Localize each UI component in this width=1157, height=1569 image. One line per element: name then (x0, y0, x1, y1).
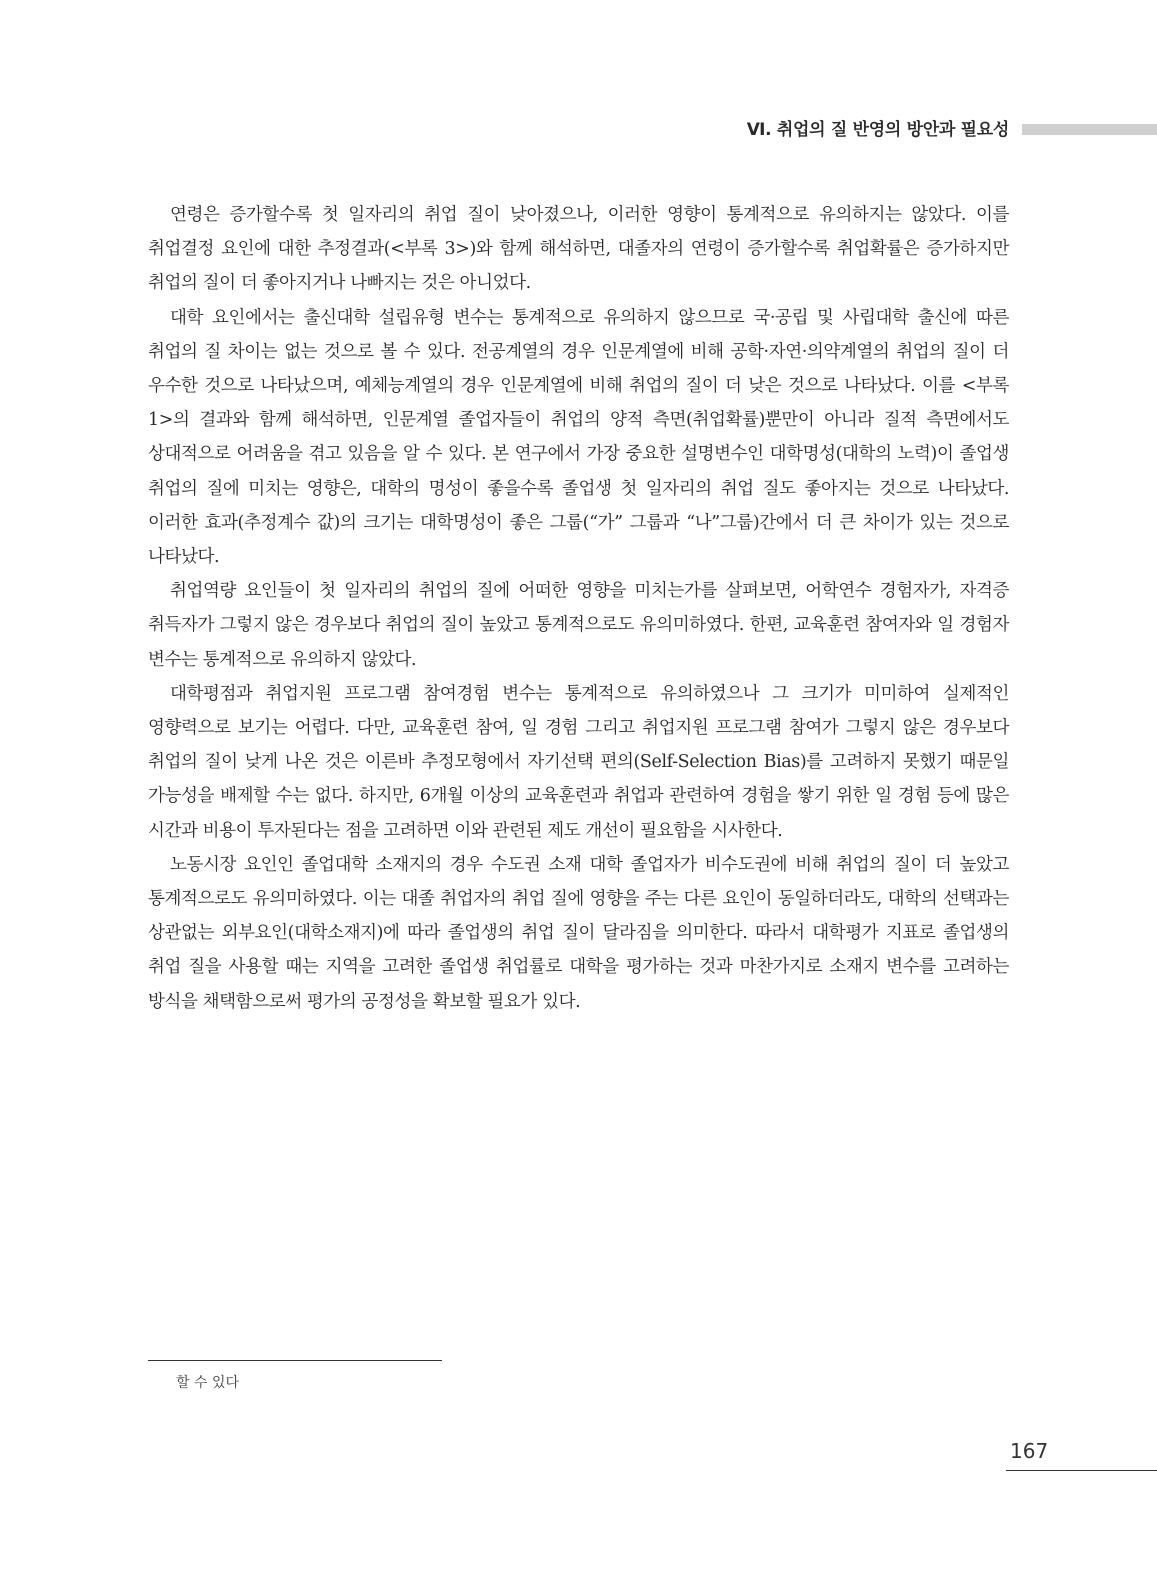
paragraph-age: 연령은 증가할수록 첫 일자리의 취업 질이 낮아졌으나, 이러한 영향이 통계적으로 유의하지는 않았다. 이를 취업결정 요인에 대한 추정결과(<부록 3>)와 함께 해석하면, 대졸자의 연령이 증가할수록 취업확률은 증가하지만 취업의 질이 더 좋아지거나 나빠지는 것은 아니었다. (148, 205, 1009, 294)
chapter-title: Ⅵ. 취업의 질 반영의 방안과 필요성 (746, 120, 1009, 140)
paragraph-university-factors: 대학 요인에서는 출신대학 설립유형 변수는 통계적으로 유의하지 않으므로 국·공립 및 사립대학 출신에 따른 취업의 질 차이는 없는 것으로 볼 수 있다. 전공계열의 경우 인문계열에 비해 공학·자연·의약계열의 취업의 질이 더 우수한 것으로 나타났으며, 예체능계열의 경우 인문계열에 비해 취업의 질이 더 낮은 것으로 나타났다. 이를 <부록 1>의 결과와 함께 해석하면, 인문계열 졸업자들이 취업의 양적 측면(취업확률)뿐만이 아니라 질적 측면에서도 상대적으로 어려움을 겪고 있음을 알 수 있다. 본 연구에서 가장 중요한 설명변수인 대학명성(대학의 노력)이 졸업생 취업의 질에 미치는 영향은, 대학의 명성이 좋을수록 졸업생 첫 일자리의 취업 질도 좋아지는 것으로 나타났다. 이러한 효과(추정계수 값)의 크기는 대학명성이 좋은 그룹(“가” 그룹과 “나”그룹)간에서 더 큰 차이가 있는 것으로 나타났다. (148, 307, 1009, 568)
paragraph-employability-factors: 취업역량 요인들이 첫 일자리의 취업의 질에 어떠한 영향을 미치는가를 살펴보면, 어학연수 경험자가, 자격증 취득자가 그렇지 않은 경우보다 취업의 질이 높았고 통계적으로도 유의미하였다. 한편, 교육훈련 참여자와 일 경험자 변수는 통계적으로 유의하지 않았다. (148, 581, 1009, 670)
page-number-rule (1006, 1470, 1157, 1471)
paragraph-gpa-programs: 대학평점과 취업지원 프로그램 참여경험 변수는 통계적으로 유의하였으나 그 크기가 미미하여 실제적인 영향력으로 보기는 어렵다. 다만, 교육훈련 참여, 일 경험 그리고 취업지원 프로그램 참여가 그렇지 않은 경우보다 취업의 질이 낮게 나온 것은 이른바 추정모형에서 자기선택 편의(Self-Selection Bias)를 고려하지 못했기 때문일 가능성을 배제할 수는 없다. 하지만, 6개월 이상의 교육훈련과 취업과 관련하여 경험을 쌓기 위한 일 경험 등에 많은 시간과 비용이 투자된다는 점을 고려하면 이와 관련된 제도 개선이 필요함을 시사한다. (148, 683, 1009, 841)
footnote-divider (148, 1360, 442, 1361)
footnote: 할 수 있다 (176, 1375, 239, 1391)
page-number: 167 (1010, 1439, 1049, 1463)
paragraph-labor-market: 노동시장 요인인 졸업대학 소재지의 경우 수도권 소재 대학 졸업자가 비수도권에 비해 취업의 질이 더 높았고 통계적으로도 유의미하였다. 이는 대졸 취업자의 취업 질에 영향을 주는 다른 요인이 동일하더라도, 대학의 선택과는 상관없는 외부요인(대학소재지)에 따라 졸업생의 취업 질이 달라짐을 의미한다. 따라서 대학평가 지표로 졸업생의 취업 질을 사용할 때는 지역을 고려한 졸업생 취업률로 대학을 평가하는 것과 마찬가지로 소재지 변수를 고려하는 방식을 채택함으로써 평가의 공정성을 확보할 필요가 있다. (148, 854, 1009, 1012)
running-header (0, 116, 1157, 144)
header-accent-bar (1022, 124, 1157, 135)
body-text (148, 198, 1009, 1019)
